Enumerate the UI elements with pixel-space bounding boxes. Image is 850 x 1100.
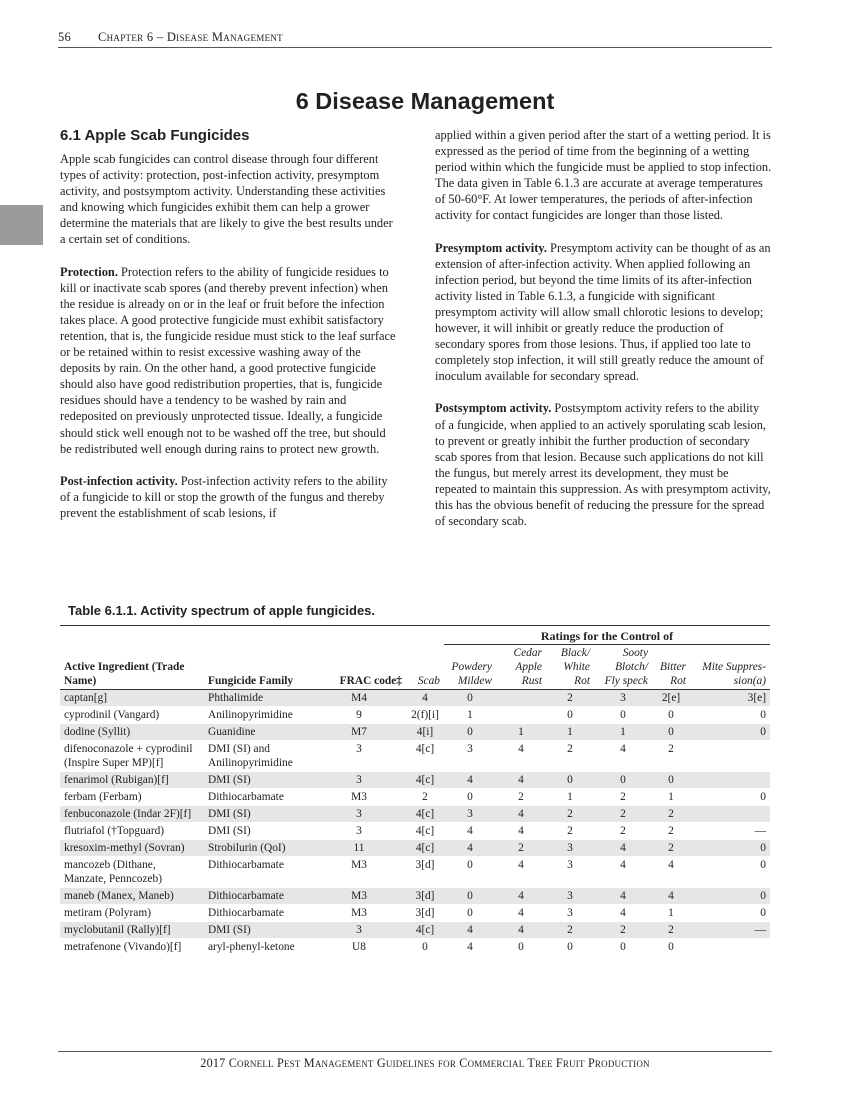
cell-powdery: 0 [444,905,496,922]
table-row [60,905,770,922]
cell-scab: 2 [406,789,444,806]
cell-family: DMI (SI) [204,823,312,840]
cell-family: Dithiocarbamate [204,905,312,922]
cell-scab: 4[c] [406,741,444,772]
right-column [435,127,772,545]
cell-black: 3 [546,905,594,922]
cell-frac: 3 [312,922,406,939]
cell-ingredient: fenarimol (Rubigan)[f] [60,772,204,789]
cell-bitter: 1 [652,789,690,806]
table-row [60,922,770,939]
header-rule [58,47,772,48]
cell-black: 2 [546,823,594,840]
cell-bitter: 2 [652,922,690,939]
table-row [60,690,770,707]
cell-powdery: 0 [444,857,496,888]
cell-family: Dithiocarbamate [204,857,312,888]
cell-sooty: 2 [594,823,652,840]
cell-ingredient: cyprodinil (Vangard) [60,707,204,724]
cell-frac: M7 [312,724,406,741]
cell-frac: M4 [312,690,406,707]
section-heading: 6.1 Apple Scab Fungicides [60,127,250,144]
cell-sooty: 0 [594,707,652,724]
cell-family: Guanidine [204,724,312,741]
cell-powdery: 1 [444,707,496,724]
cell-black: 3 [546,840,594,857]
cell-frac: 3 [312,772,406,789]
table-row [60,840,770,857]
cell-ingredient: difenoconazole + cyprodinil (Inspire Super MP)[f] [60,741,204,772]
cell-ingredient: dodine (Syllit) [60,724,204,741]
cell-bitter: 2 [652,823,690,840]
table-row [60,724,770,741]
cell-black: 1 [546,789,594,806]
cell-family: Dithiocarbamate [204,888,312,905]
footer-rule [58,1051,772,1052]
cell-ingredient: kresoxim-methyl (Sovran) [60,840,204,857]
cell-family: DMI (SI) [204,922,312,939]
cell-cedar: 4 [496,857,546,888]
cell-frac: M3 [312,905,406,922]
table-row [60,857,770,888]
ratings-group-header: Ratings for the Control of [444,626,770,645]
page-title: 6 Disease Management [295,88,555,114]
cell-black: 0 [546,772,594,789]
chapter-title: Chapter 6 – Disease Management [98,30,283,44]
cell-family: Dithiocarbamate [204,789,312,806]
cell-cedar: 4 [496,806,546,823]
cell-scab: 4[i] [406,724,444,741]
cell-powdery: 0 [444,724,496,741]
cell-family: DMI (SI) [204,772,312,789]
fungicide-table [60,625,770,956]
cell-black: 0 [546,707,594,724]
cell-mite [690,741,770,772]
col-mite: Mite Suppres-sion(a) [690,645,770,690]
table-row [60,806,770,823]
cell-mite: 0 [690,857,770,888]
postinfection-text: Post-infection activity refers to the ability of a fungicide to kill or stop the growth of the fungus and thereby prevent the establishment of scab lesions, if [60,473,388,520]
cell-frac: 3 [312,806,406,823]
cell-cedar: 4 [496,922,546,939]
cell-scab: 4[c] [406,840,444,857]
postinfection-label: Post-infection activity. [60,473,178,488]
cell-ingredient: flutriafol (†Topguard) [60,823,204,840]
postsymptom-text: Postsymptom activity refers to the ability of a fungicide, when applied to an actively sporulating scab lesion, to prevent or greatly inhibit the further production of secondary scab spores from that lesion. Because such applications do not kill the fungus, but merely arrest its development, they must be repeated to maintain this suppression. As with presymptom activity, this has the obvious benefit of reducing the pressure for the spread of secondary scab. [435,401,771,529]
cell-mite: 0 [690,789,770,806]
presymptom-paragraph [435,240,772,385]
col-cedar: Cedar Apple Rust [496,645,546,690]
page-number: 56 [58,30,72,44]
cell-bitter: 2 [652,840,690,857]
cell-powdery: 0 [444,888,496,905]
cell-family: aryl-phenyl-ketone [204,939,312,956]
cell-cedar [496,707,546,724]
cell-cedar: 2 [496,840,546,857]
cell-family: Strobilurin (QoI) [204,840,312,857]
cell-bitter: 0 [652,707,690,724]
cell-mite: 0 [690,905,770,922]
cell-frac: M3 [312,857,406,888]
left-column [60,127,396,537]
cell-scab: 4[c] [406,922,444,939]
table-body [60,690,770,956]
cell-ingredient: metrafenone (Vivando)[f] [60,939,204,956]
col-scab: Scab [406,645,444,690]
postinfection-paragraph [60,473,396,521]
cell-mite [690,806,770,823]
cell-family: DMI (SI) [204,806,312,823]
col-ingredient: Active Ingredient (Trade Name) [60,645,204,690]
table-row [60,741,770,772]
table-row [60,789,770,806]
cell-ingredient: captan[g] [60,690,204,707]
cell-bitter: 4 [652,857,690,888]
col-black: Black/ White Rot [546,645,594,690]
cell-ingredient: myclobutanil (Rally)[f] [60,922,204,939]
cell-bitter: 1 [652,905,690,922]
postsymptom-label: Postsymptom activity. [435,401,552,416]
protection-label: Protection. [60,264,118,279]
cell-black: 0 [546,939,594,956]
cell-frac: M3 [312,789,406,806]
cell-sooty: 0 [594,772,652,789]
cell-ingredient: metiram (Polyram) [60,905,204,922]
cell-black: 3 [546,888,594,905]
cell-bitter: 0 [652,939,690,956]
col-bitter: Bitter Rot [652,645,690,690]
cell-powdery: 0 [444,789,496,806]
cell-mite: 0 [690,888,770,905]
cell-sooty: 2 [594,789,652,806]
cell-cedar: 4 [496,888,546,905]
cell-cedar: 4 [496,823,546,840]
cell-bitter: 0 [652,724,690,741]
cell-powdery: 4 [444,840,496,857]
col-frac: FRAC code‡ [312,645,406,690]
cell-scab: 4[c] [406,806,444,823]
cell-powdery: 3 [444,741,496,772]
cell-mite: 0 [690,724,770,741]
cell-scab: 4[c] [406,772,444,789]
cell-mite [690,772,770,789]
cell-frac: U8 [312,939,406,956]
protection-text: Protection refers to the ability of fungicide residues to kill or inactivate scab spores (and thereby prevent infection) when the residue is already on or in the leaf or fruit before the infection takes place. A good protective fungicide must exhibit satisfactory retention, that is, the fungicide residue must stick to the leaf surface or be retained within to resist excessive washing away of the deposits by rain. On the other hand, a good protective fungicide should also have good redistribution properties, that is, fungicide residues should have a tendency to be washed by rain and redeposited on previously unprotected tissue. Ideally, a fungicide should stick well enough not to be washed off the tree, but should be redistributed well enough during rains to protect new growth. [60,264,396,456]
cell-frac: 9 [312,707,406,724]
cell-powdery: 0 [444,690,496,707]
cell-cedar: 0 [496,939,546,956]
cell-black: 2 [546,690,594,707]
chapter-thumb-tab [0,205,43,245]
cell-powdery: 3 [444,806,496,823]
cell-scab: 3[d] [406,905,444,922]
col-sooty: Sooty Blotch/ Fly speck [594,645,652,690]
cell-mite [690,939,770,956]
running-footer: 2017 Cornell Pest Management Guidelines for Commercial Tree Fruit Production [200,1056,650,1070]
table-caption: Table 6.1.1. Activity spectrum of apple fungicides. [68,603,376,618]
cell-cedar [496,690,546,707]
presymptom-text: Presymptom activity can be thought of as an extension of after-infection activity. When applied following an infection period, but beyond the time limits of its after-infection activity listed in Table 6.1.3, a fungicide with significant presymptom activity will allow small chlorotic lesions to develop; however, it will inhibit or greatly reduce the production of secondary spores from those lesions. Thus, if applied too late to completely stop infection, it will still greatly reduce the amount of inoculum available for secondary spread. [435,240,771,384]
cell-sooty: 1 [594,724,652,741]
cell-sooty: 4 [594,840,652,857]
cell-bitter: 2[e] [652,690,690,707]
table-row [60,707,770,724]
cell-cedar: 4 [496,772,546,789]
cell-frac: 3 [312,741,406,772]
cell-family: DMI (SI) and Anilinopyrimidine [204,741,312,772]
cell-black: 2 [546,741,594,772]
cell-black: 1 [546,724,594,741]
cell-cedar: 4 [496,741,546,772]
cell-powdery: 4 [444,939,496,956]
continued-paragraph: applied within a given period after the start of a wetting period. It is expressed as the period of time from the beginning of a wetting period within which the fungicide must be applied to stop infection. The data given in Table 6.1.3 are accurate at average temperatures of 50-60°F. At lower temperatures, the periods of after-infection activity for contact fungicides are longer than those listed. [435,128,772,223]
cell-black: 2 [546,922,594,939]
cell-sooty: 4 [594,888,652,905]
cell-frac: M3 [312,888,406,905]
cell-sooty: 2 [594,922,652,939]
cell-powdery: 4 [444,823,496,840]
cell-ingredient: mancozeb (Dithane, Manzate, Penncozeb) [60,857,204,888]
intro-paragraph: Apple scab fungicides can control disease through four different types of activity: protection, post-infection activity, presymptom activity, and postsymptom activity. Understanding these activities and knowing which fungicides exhibit them can help a grower determine the materials that are likely to give the best results under a certain set of conditions. [60,152,393,247]
cell-scab: 2(f)[i] [406,707,444,724]
cell-mite: 0 [690,707,770,724]
cell-bitter: 0 [652,772,690,789]
running-header [58,30,772,45]
cell-mite: 0 [690,840,770,857]
col-powdery: Powdery Mildew [444,645,496,690]
table-row [60,888,770,905]
cell-mite: 3[e] [690,690,770,707]
cell-family: Phthalimide [204,690,312,707]
table-row [60,772,770,789]
cell-sooty: 4 [594,857,652,888]
cell-black: 3 [546,857,594,888]
cell-scab: 4 [406,690,444,707]
cell-scab: 4[c] [406,823,444,840]
cell-sooty: 2 [594,806,652,823]
cell-mite: — [690,823,770,840]
cell-sooty: 0 [594,939,652,956]
cell-powdery: 4 [444,772,496,789]
cell-scab: 0 [406,939,444,956]
cell-scab: 3[d] [406,857,444,888]
cell-ingredient: ferbam (Ferbam) [60,789,204,806]
col-family: Fungicide Family [204,645,312,690]
cell-cedar: 1 [496,724,546,741]
presymptom-label: Presymptom activity. [435,240,547,255]
cell-powdery: 4 [444,922,496,939]
cell-bitter: 2 [652,741,690,772]
cell-cedar: 4 [496,905,546,922]
cell-sooty: 4 [594,905,652,922]
cell-bitter: 2 [652,806,690,823]
cell-frac: 11 [312,840,406,857]
cell-black: 2 [546,806,594,823]
cell-scab: 3[d] [406,888,444,905]
table-row [60,823,770,840]
cell-sooty: 3 [594,690,652,707]
cell-ingredient: maneb (Manex, Maneb) [60,888,204,905]
cell-cedar: 2 [496,789,546,806]
cell-family: Anilinopyrimidine [204,707,312,724]
cell-sooty: 4 [594,741,652,772]
cell-mite: — [690,922,770,939]
protection-paragraph [60,264,396,457]
cell-ingredient: fenbuconazole (Indar 2F)[f] [60,806,204,823]
cell-frac: 3 [312,823,406,840]
cell-bitter: 4 [652,888,690,905]
table-row [60,939,770,956]
postsymptom-paragraph [435,400,772,529]
